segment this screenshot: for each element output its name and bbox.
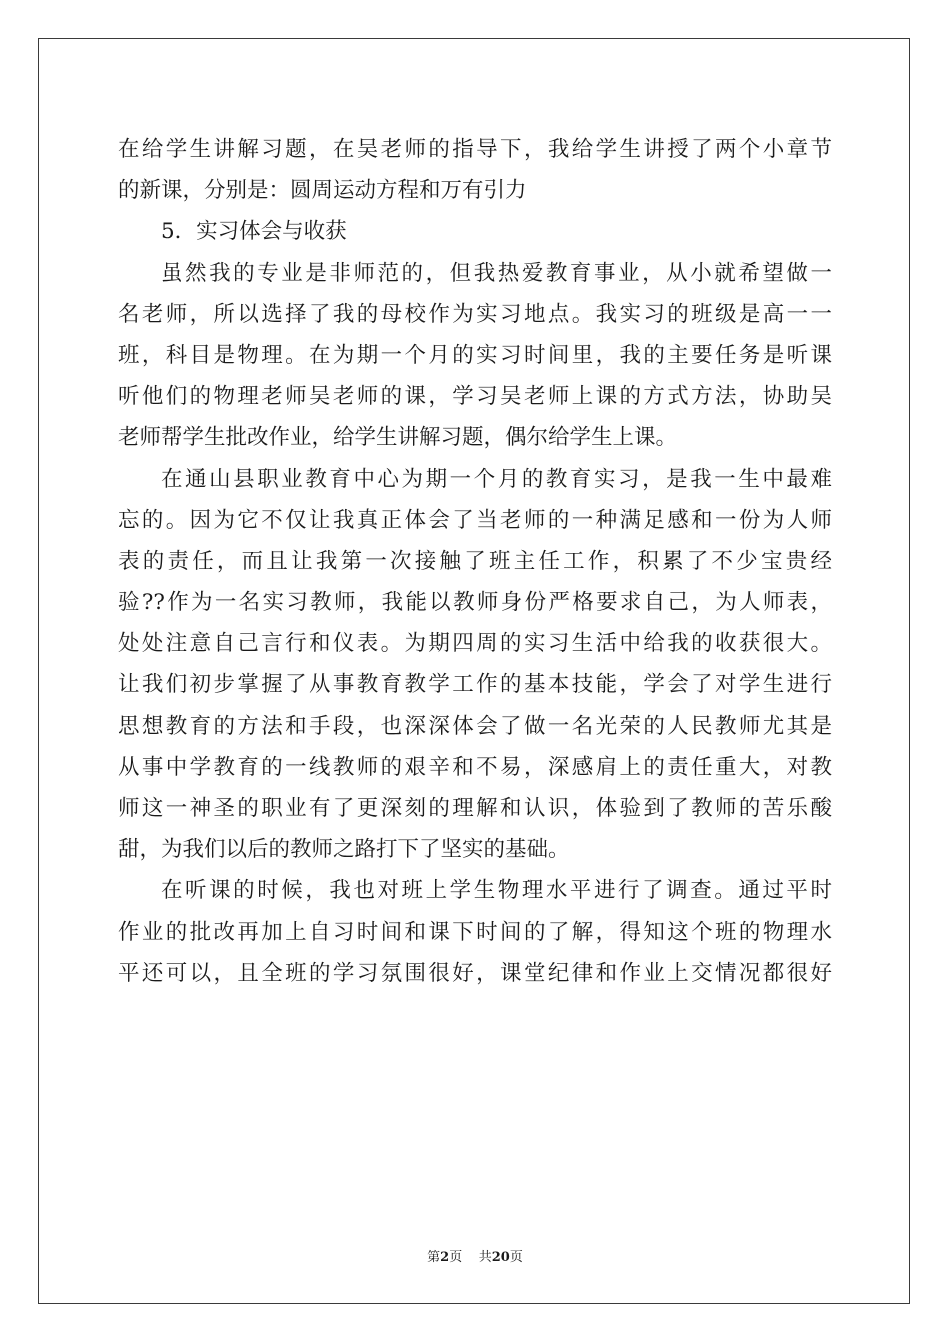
text-line: 在给学生讲解习题，在吴老师的指导下，我给学生讲授了两个小章节 xyxy=(118,137,832,162)
text-line: 作业的批改再加上自习时间和课下时间的了解，得知这个班的物理水 xyxy=(118,919,832,945)
text-line: 师这一神圣的职业有了更深刻的理解和认识，体验到了教师的苦乐酸 xyxy=(118,796,832,821)
text-line: 老师帮学生批改作业，给学生讲解习题，偶尔给学生上课。 xyxy=(118,425,678,451)
text-line: 处处注意自己言行和仪表。为期四周的实习生活中给我的收获很大。 xyxy=(118,631,832,657)
text-line: 在通山县职业教育中心为期一个月的教育实习，是我一生中最难 xyxy=(161,466,832,492)
page-prefix: 第 xyxy=(427,1250,441,1265)
total-suffix: 页 xyxy=(509,1250,523,1265)
text-line: 验??作为一名实习教师，我能以教师身份严格要求自己，为人师表， xyxy=(118,590,832,616)
text-line: 让我们初步掌握了从事教育教学工作的基本技能，学会了对学生进行 xyxy=(118,672,832,698)
text-line: 平还可以，且全班的学习氛围很好，课堂纪律和作业上交情况都很好 xyxy=(118,960,832,986)
text-line: 5．实习体会与收获 xyxy=(161,219,347,245)
text-line: 从事中学教育的一线教师的艰辛和不易，深感肩上的责任重大，对教 xyxy=(118,754,832,780)
text-line: 思想教育的方法和手段，也深深体会了做一名光荣的人民教师尤其是 xyxy=(118,713,832,739)
text-line: 听他们的物理老师吴老师的课，学习吴老师上课的方式方法，协助吴 xyxy=(118,384,832,410)
page-footer xyxy=(0,1246,950,1265)
text-line: 表的责任，而且让我第一次接触了班主任工作，积累了不少宝贵经 xyxy=(118,548,832,574)
text-line: 的新课，分别是：圆周运动方程和万有引力 xyxy=(118,178,527,204)
page-suffix: 页 xyxy=(449,1250,463,1265)
text-line: 班，科目是物理。在为期一个月的实习时间里，我的主要任务是听课 xyxy=(118,342,832,368)
page-current: 2 xyxy=(440,1250,450,1265)
document-body xyxy=(118,129,832,994)
text-line: 虽然我的专业是非师范的，但我热爱教育事业，从小就希望做一 xyxy=(161,260,832,286)
text-line: 名老师，所以选择了我的母校作为实习地点。我实习的班级是高一一 xyxy=(118,301,832,327)
text-line: 在听课的时候，我也对班上学生物理水平进行了调查。通过平时 xyxy=(161,878,832,904)
text-line: 甜，为我们以后的教师之路打下了坚实的基础。 xyxy=(118,837,570,863)
text-line: 忘的。因为它不仅让我真正体会了当老师的一种满足感和一份为人师 xyxy=(118,507,832,533)
page-total: 20 xyxy=(491,1250,510,1265)
total-prefix: 共 xyxy=(478,1250,492,1265)
